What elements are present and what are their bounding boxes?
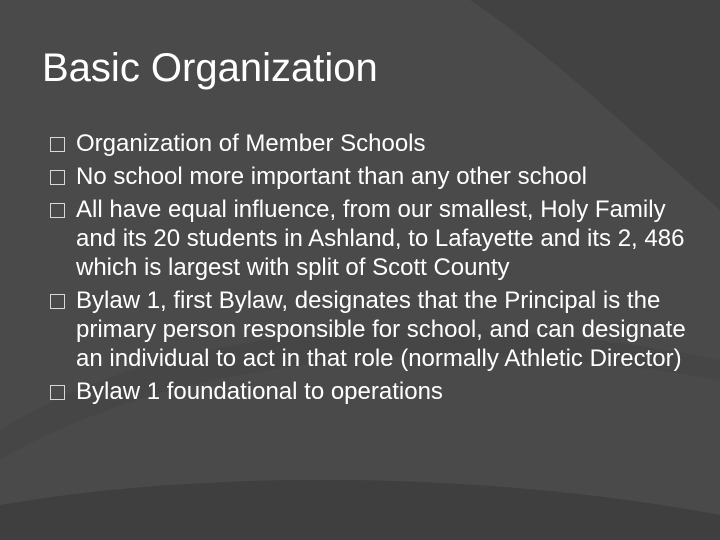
bullet-item: [50, 286, 700, 373]
square-bullet-icon: [50, 137, 65, 152]
square-bullet-icon: [50, 385, 65, 400]
bullet-text: Bylaw 1, first Bylaw, designates that the Principal is the primary person responsible for school, and can designate an individual to act in that role (normally Athletic Director): [76, 287, 686, 372]
decorative-curve-bottom: [0, 480, 720, 540]
square-bullet-icon: [50, 294, 65, 309]
bullet-item: [50, 162, 700, 191]
bullet-item: [50, 129, 700, 158]
bullet-text: Bylaw 1 foundational to operations: [76, 378, 443, 405]
bullet-text: All have equal influence, from our smallest, Holy Family and its 20 students in Ashland, to Lafayette and its 2, 486 which is largest with split of Scott County: [76, 196, 685, 281]
slide-title: Basic Organization: [42, 46, 378, 90]
bullet-text: Organization of Member Schools: [76, 130, 426, 157]
square-bullet-icon: [50, 170, 65, 185]
bullet-text: No school more important than any other school: [76, 163, 587, 190]
bullet-list: [50, 129, 700, 410]
bullet-item: [50, 195, 700, 282]
bullet-item: [50, 377, 700, 406]
square-bullet-icon: [50, 203, 65, 218]
